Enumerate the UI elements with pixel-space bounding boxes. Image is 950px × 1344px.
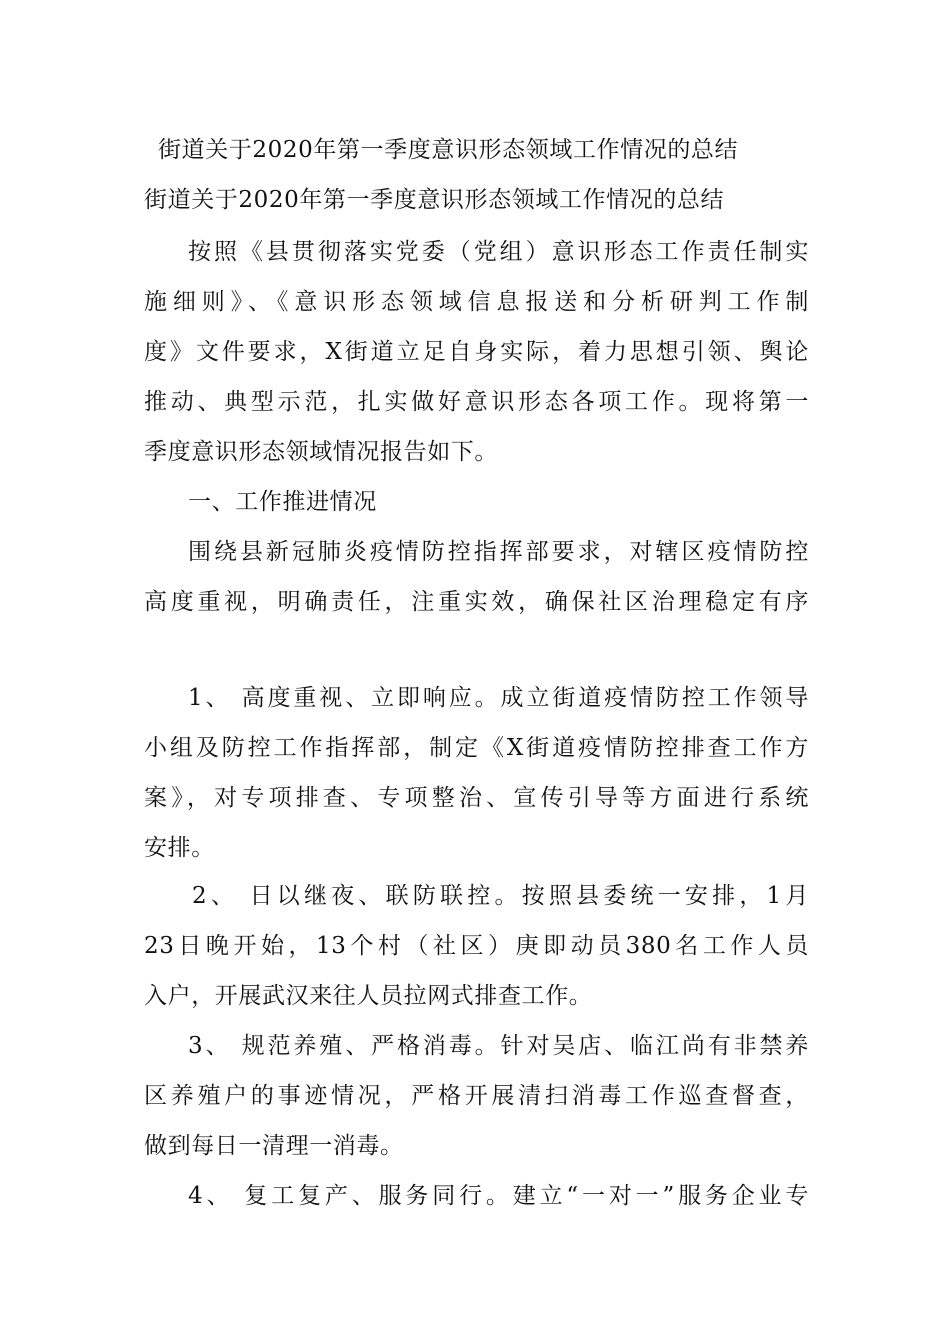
- item-3-line-2: 区养殖户的事迹情况，严格开展清扫消毒工作巡查督查，: [144, 1083, 809, 1109]
- section-1-intro-line-1: 围绕县新冠肺炎疫情防控指挥部要求，对辖区疫情防控: [188, 539, 809, 565]
- item-2-line-1: 2、 日以继夜、联防联控。按照县委统一安排，1月: [192, 883, 809, 909]
- item-2-line-2: 23日晚开始，13个村（社区）庚即动员380名工作人员: [144, 933, 809, 959]
- item-2-line-3: 入户，开展武汉来往人员拉网式排查工作。: [144, 983, 593, 1009]
- item-1-line-1: 1、 高度重视、立即响应。成立街道疫情防控工作领导: [188, 685, 809, 711]
- item-4-line-1: 4、 复工复产、服务同行。建立“一对一”服务企业专: [188, 1183, 809, 1209]
- intro-line-5: 季度意识形态领域情况报告如下。: [144, 439, 498, 465]
- intro-line-4: 推动、典型示范，扎实做好意识形态各项工作。现将第一: [144, 389, 809, 415]
- intro-line-2: 施细则》、《意识形态领域信息报送和分析研判工作制: [144, 289, 809, 315]
- item-1-line-2: 小组及防控工作指挥部，制定《X街道疫情防控排查工作方: [144, 735, 809, 761]
- intro-line-3: 度》文件要求，X街道立足自身实际，着力思想引领、舆论: [144, 339, 809, 365]
- intro-line-1: 按照《县贯彻落实党委（党组）意识形态工作责任制实: [188, 239, 809, 265]
- item-1-line-4: 安排。: [144, 835, 215, 861]
- item-1-line-3: 案》，对专项排查、专项整治、宣传引导等方面进行系统: [144, 785, 809, 811]
- document-title-line-2: 街道关于2020年第一季度意识形态领域工作情况的总结: [144, 187, 725, 213]
- item-3-line-1: 3、 规范养殖、严格消毒。针对吴店、临江尚有非禁养: [188, 1033, 809, 1059]
- section-1-intro-line-2: 高度重视，明确责任，注重实效，确保社区治理稳定有序: [144, 589, 809, 615]
- item-3-line-3: 做到每日一清理一消毒。: [144, 1133, 404, 1159]
- section-1-heading: 一、工作推进情况: [188, 489, 377, 515]
- document-title-line-1: 街道关于2020年第一季度意识形态领域工作情况的总结: [158, 137, 739, 163]
